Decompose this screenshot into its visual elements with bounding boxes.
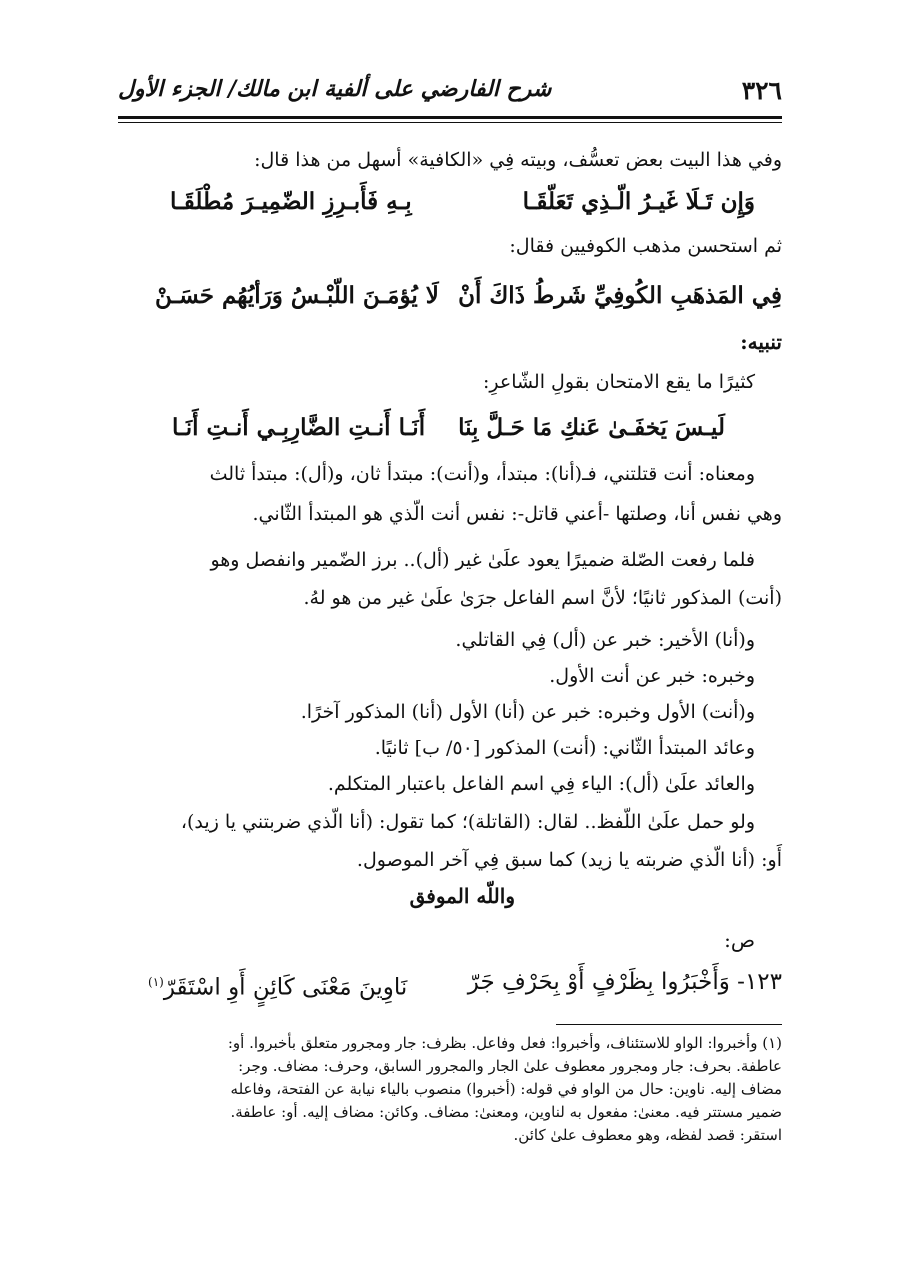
text-line-5: و(أنا) الأخير: خبر عن (أل) فِي القاتلي. bbox=[455, 629, 755, 651]
paragraph-kufi: ثم استحسن مذهب الكوفيين فقال: bbox=[509, 235, 782, 257]
running-title: شرح الفارضي على ألفية ابن مالك/ الجزء الأول bbox=[118, 76, 552, 102]
verse4-first-hemistich: ١٢٣- وَأَخْبَرُوا بِظَرْفٍ أَوْ بِحَرْفِ جَرّ bbox=[467, 969, 782, 995]
closing-line: واللّه الموفق bbox=[409, 884, 515, 908]
header-rule-thin bbox=[118, 122, 782, 123]
page-number: ٣٢٦ bbox=[741, 76, 782, 105]
footnote bbox=[118, 1032, 782, 1147]
footnote-line-4: ضمير مستتر فيه. معنىٰ: مفعول به لناوين، ومعنىٰ: مضاف. وكائن: مضاف إليه. أو: عاطفة. bbox=[230, 1103, 782, 1121]
verse1-first-hemistich: وَإِن تَـلَا غَيـرُ الّـذِي تَعَلّقَـا bbox=[522, 188, 755, 215]
verse2-first-hemistich: فِي المَذهَبِ الكُوفِيِّ شَرطُ ذَاكَ أَنْ bbox=[458, 282, 782, 309]
footnote-line-2: عاطفة. بحرف: جار ومجرور معطوف علىٰ الجار والمجرور السابق، وحرف: مضاف. وجر: bbox=[238, 1057, 782, 1075]
verse4-second-text: نَاوِينَ مَعْنَى كَائِنٍ أَوِ اسْتَقَرّ bbox=[163, 974, 408, 1001]
text-line-6: وخبره: خبر عن أنت الأول. bbox=[549, 665, 755, 687]
page-header bbox=[118, 72, 782, 112]
paragraph-poet: كثيرًا ما يقع الامتحان بقولِ الشّاعرِ: bbox=[482, 371, 755, 393]
verse2-second-hemistich: لَا يُؤمَـنَ اللّبْـسُ وَرَأيُهُم حَسَـنْ bbox=[155, 282, 439, 309]
footnote-marker: (١) bbox=[148, 975, 164, 989]
footnote-line-3: مضاف إليه. ناوين: حال من الواو في قوله: (أخبروا) منصوب بالياء نيابة عن الفتحة، وفاعله bbox=[230, 1080, 782, 1098]
verse3-first-hemistich: لَيـسَ يَخفَـىٰ عَنكِ مَا حَـلَّ بِنَا bbox=[458, 414, 725, 441]
verse3-second-hemistich: أَنَـا أَنـتِ الضَّارِبِـي أَنـتِ أَنَـا bbox=[172, 414, 426, 441]
tanbih-heading: تنبيه: bbox=[740, 330, 782, 354]
text-line-1: ومعناه: أنت قتلتني، فـ(أنا): مبتدأ، و(أنت): مبتدأ ثان، و(أل): مبتدأ ثالث bbox=[209, 463, 755, 485]
text-line-3: فلما رفعت الصّلة ضميرًا يعود علَىٰ غير (أل).. برز الضّمير وانفصل وهو bbox=[210, 549, 755, 571]
text-line-2: وهي نفس أنا، وصلتها -أعني قاتل-: نفس أنت الّذي هو المبتدأ الثّاني. bbox=[252, 503, 782, 525]
text-line-11: أَو: (أنا الّذي ضربته يا زيد) كما سبق فِي آخر الموصول. bbox=[356, 849, 782, 871]
sad-label: ص: bbox=[724, 928, 755, 952]
text-line-4: (أنت) المذكور ثانيًا؛ لأنَّ اسم الفاعل جرَىٰ علَىٰ غير من هو لهُ. bbox=[303, 587, 782, 609]
text-line-10: ولو حمل علَىٰ اللّفظ.. لقال: (القاتلة)؛ كما تقول: (أنا الّذي ضربتني يا زيد)، bbox=[180, 811, 755, 833]
text-line-9: والعائد علَىٰ (أل): الياء فِي اسم الفاعل باعتبار المتكلم. bbox=[327, 773, 755, 795]
text-line-8: وعائد المبتدأ الثّاني: (أنت) المذكور [٥٠/ ب] ثانيًا. bbox=[374, 737, 755, 759]
footnote-rule bbox=[556, 1024, 782, 1025]
verse4-second-hemistich bbox=[148, 962, 407, 1008]
footnote-line-1: (١) وأخبروا: الواو للاستئناف، وأخبروا: فعل وفاعل. بظرف: جار ومجرور متعلق بأخبروا. أو: bbox=[227, 1034, 782, 1052]
text-line-7: و(أنت) الأول وخبره: خبر عن (أنا) الأول (أنا) المذكور آخرًا. bbox=[300, 701, 755, 723]
footnote-line-5: استقر: قصد لفظه، وهو معطوف علىٰ كائن. bbox=[513, 1126, 782, 1144]
paragraph-intro: وفي هذا البيت بعض تعسُّف، وبيته فِي «الكافية» أسهل من هذا قال: bbox=[254, 149, 782, 171]
header-rule-thick bbox=[118, 116, 782, 119]
verse1-second-hemistich: بِـهِ فَأَبـرِزِ الضّمِيـرَ مُطْلَقَـا bbox=[170, 188, 412, 215]
